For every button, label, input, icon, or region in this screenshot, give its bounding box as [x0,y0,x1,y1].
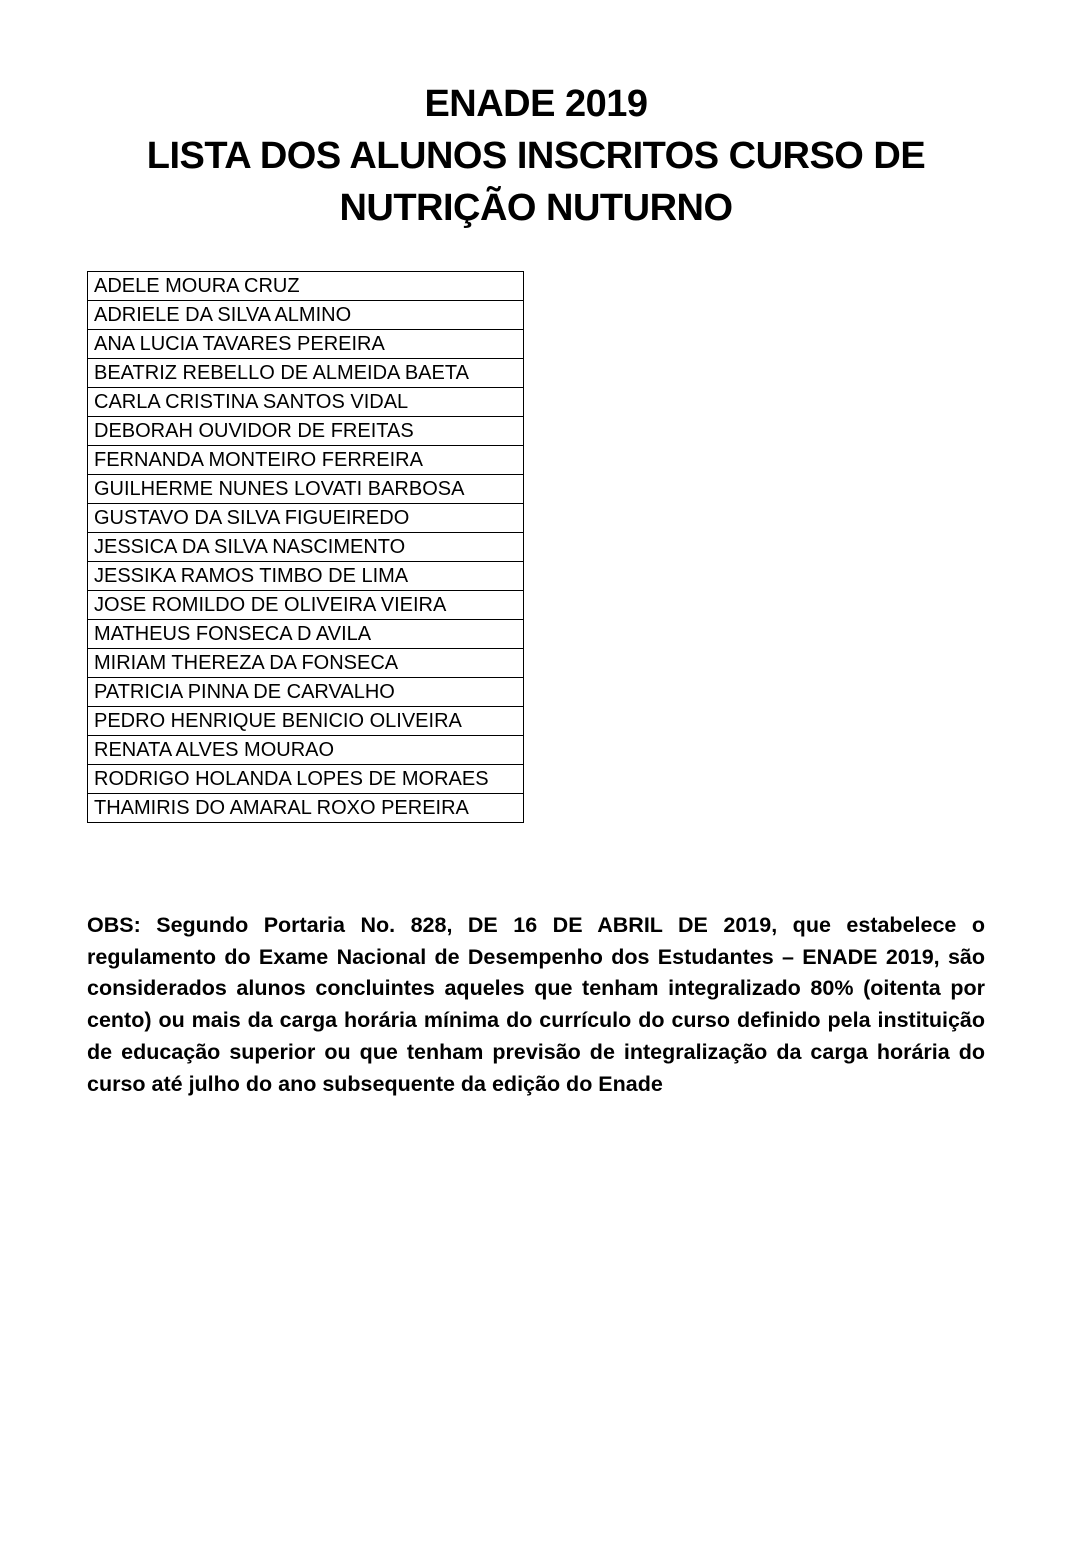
table-row [88,533,524,562]
table-row [88,475,524,504]
student-name: MATHEUS FONSECA D AVILA [88,620,524,649]
students-table [87,271,524,823]
document-title-line-2: LISTA DOS ALUNOS INSCRITOS CURSO DE [146,135,926,177]
student-name: JESSIKA RAMOS TIMBO DE LIMA [88,562,524,591]
table-row [88,330,524,359]
student-name: JESSICA DA SILVA NASCIMENTO [88,533,524,562]
obs-paragraph: OBS: Segundo Portaria No. 828, DE 16 DE ABRIL DE 2019, que estabelece o regulamento do Exame Nacional de Desempenho dos Estudantes – ENADE 2019, são considerados alunos concluintes aqueles que tenham integralizado 80% (oitenta por cento) ou mais da carga horária mínima do currículo do curso definido pela instituição de educação superior ou que tenham previsão de integralização da carga horária do curso até julho do ano subsequente da edição do Enade [87,913,985,1096]
student-name: JOSE ROMILDO DE OLIVEIRA VIEIRA [88,591,524,620]
table-row [88,794,524,823]
students-table-body [88,272,524,823]
student-name: FERNANDA MONTEIRO FERREIRA [88,446,524,475]
table-row [88,736,524,765]
student-name: MIRIAM THEREZA DA FONSECA [88,649,524,678]
student-name: THAMIRIS DO AMARAL ROXO PEREIRA [88,794,524,823]
table-row [88,388,524,417]
student-name: ADRIELE DA SILVA ALMINO [88,301,524,330]
document-title-line-3: NUTRIÇÃO NUTURNO [339,187,733,229]
student-name: DEBORAH OUVIDOR DE FREITAS [88,417,524,446]
student-name: CARLA CRISTINA SANTOS VIDAL [88,388,524,417]
table-row [88,504,524,533]
student-name: RODRIGO HOLANDA LOPES DE MORAES [88,765,524,794]
table-row [88,707,524,736]
table-row [88,591,524,620]
document-title-line-1: ENADE 2019 [424,83,648,125]
table-row [88,562,524,591]
student-name: PEDRO HENRIQUE BENICIO OLIVEIRA [88,707,524,736]
student-name: PATRICIA PINNA DE CARVALHO [88,678,524,707]
student-name: GUILHERME NUNES LOVATI BARBOSA [88,475,524,504]
table-row [88,649,524,678]
student-name: ANA LUCIA TAVARES PEREIRA [88,330,524,359]
table-row [88,620,524,649]
student-name: BEATRIZ REBELLO DE ALMEIDA BAETA [88,359,524,388]
table-row [88,359,524,388]
table-row [88,272,524,301]
student-name: RENATA ALVES MOURAO [88,736,524,765]
table-row [88,301,524,330]
table-row [88,765,524,794]
document-title [87,78,985,234]
table-row [88,678,524,707]
student-name: GUSTAVO DA SILVA FIGUEIREDO [88,504,524,533]
table-row [88,417,524,446]
table-row [88,446,524,475]
student-name: ADELE MOURA CRUZ [88,272,524,301]
